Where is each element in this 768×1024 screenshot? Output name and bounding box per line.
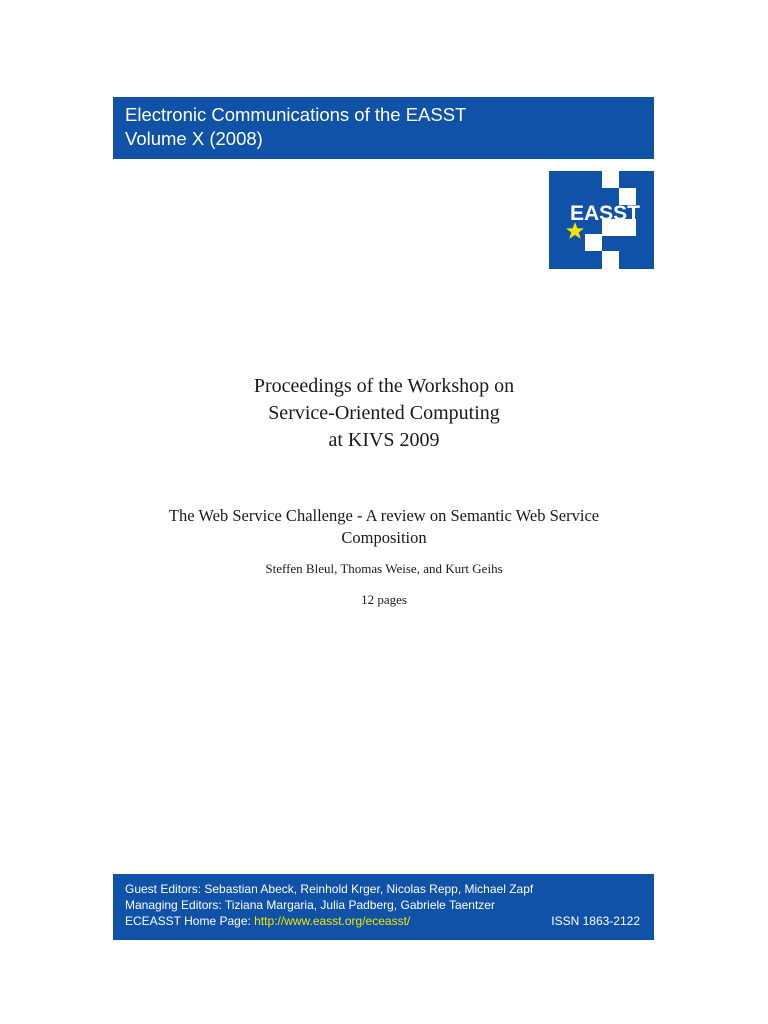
homepage-link[interactable]: http://www.easst.org/eceasst/ (254, 914, 411, 928)
paper-title: The Web Service Challenge - A review on Semantic Web Service Composition (168, 506, 600, 547)
proceedings-line-3: at KIVS 2009 (328, 429, 440, 451)
logo-square (602, 251, 619, 269)
logo-text: EASST (570, 202, 641, 225)
easst-logo (549, 171, 654, 269)
homepage-line (125, 913, 642, 929)
homepage-label: ECEASST Home Page: (125, 914, 255, 928)
logo-square (602, 171, 619, 188)
proceedings-title (0, 373, 768, 454)
paper-authors: Steffen Bleul, Thomas Weise, and Kurt Geihs (265, 561, 503, 576)
logo-square (585, 234, 602, 251)
issn: ISSN 1863-2122 (551, 914, 640, 928)
proceedings-line-2: Service-Oriented Computing (268, 402, 500, 424)
proceedings-line-1: Proceedings of the Workshop on (253, 375, 515, 397)
journal-name: Electronic Communications of the EASST (125, 104, 467, 125)
journal-volume: Volume X (2008) (125, 128, 263, 149)
editors-footer-band (113, 874, 654, 940)
page-count: 12 pages (361, 592, 407, 607)
guest-editors: Guest Editors: Sebastian Abeck, Reinhold Krger, Nicolas Repp, Michael Zapf (125, 882, 534, 896)
managing-editors: Managing Editors: Tiziana Margaria, Julia Padberg, Gabriele Taentzer (125, 898, 495, 912)
journal-header-band (113, 97, 654, 159)
